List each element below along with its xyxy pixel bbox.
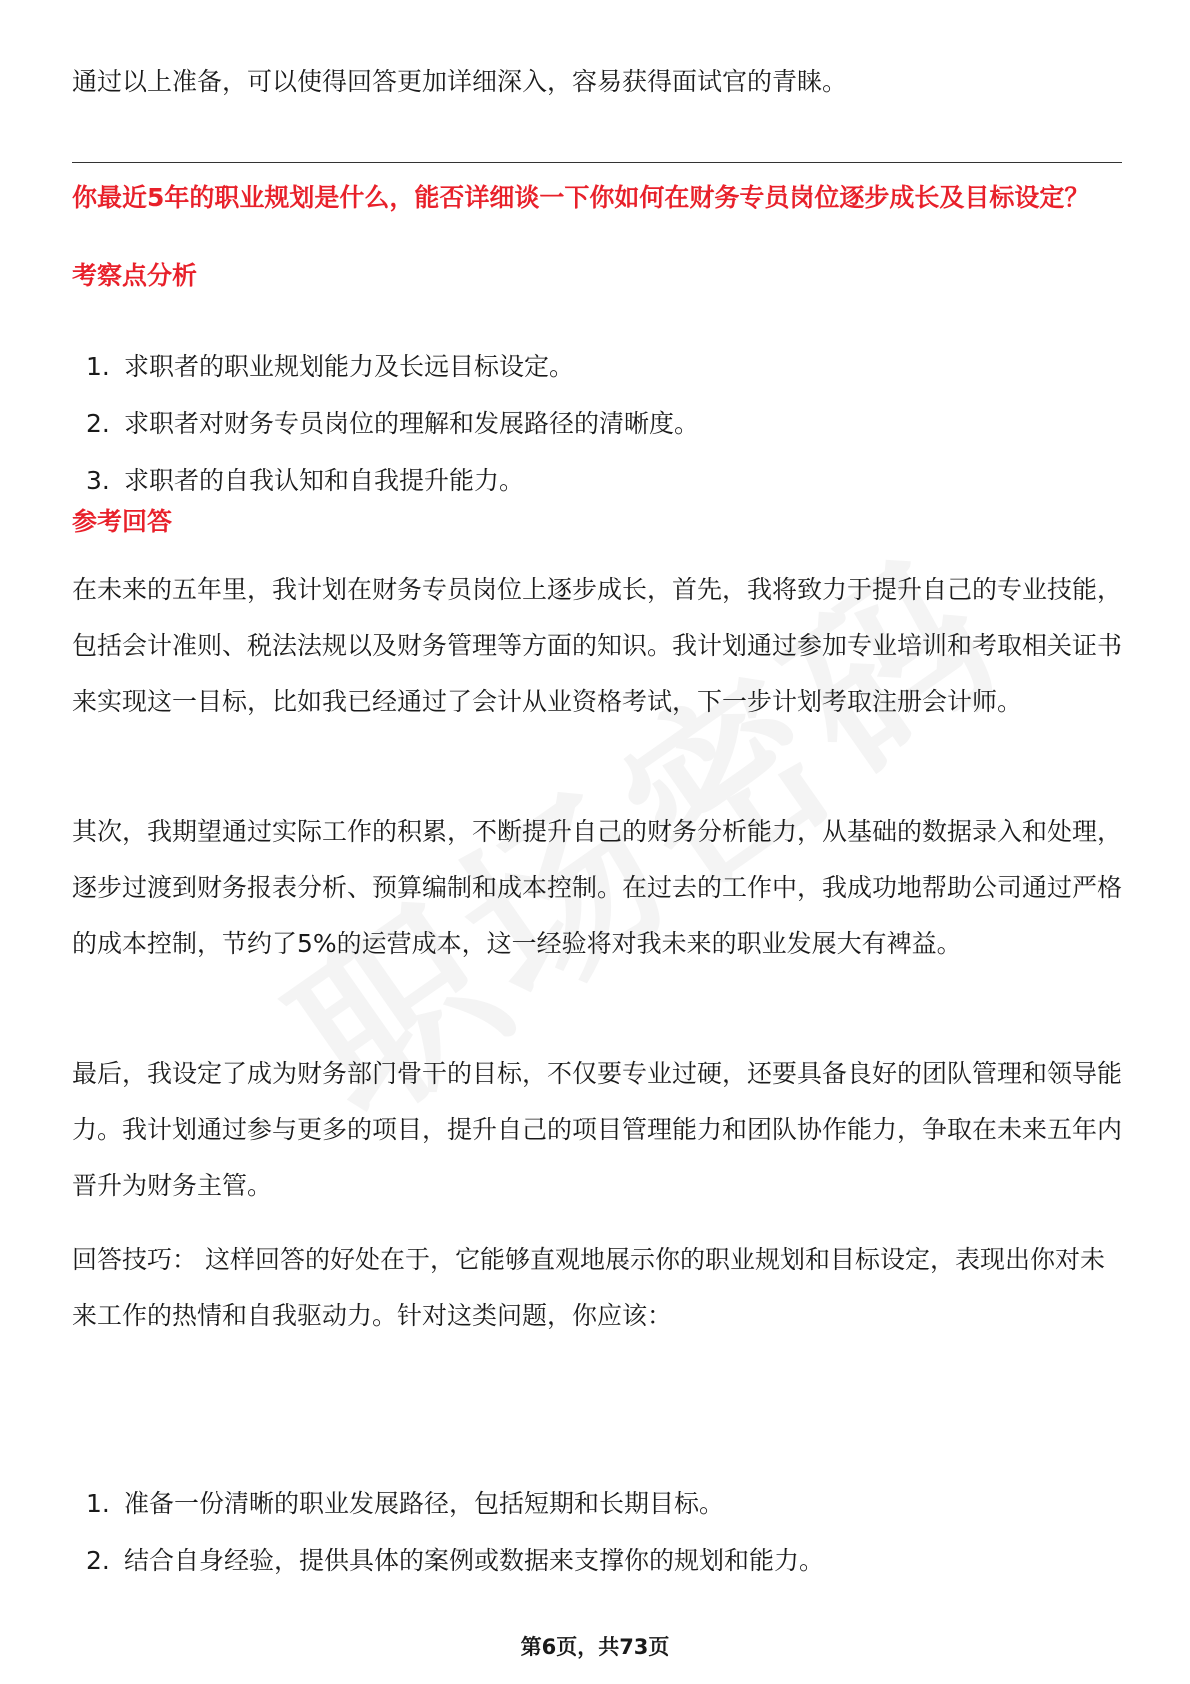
- list-item: [72, 349, 699, 385]
- page-footer: 第6页，共73页: [520, 1635, 670, 1659]
- list-text: 求职者的自我认知和自我提升能力。: [124, 466, 525, 495]
- list-text: 准备一份清晰的职业发展路径，包括短期和长期目标。: [124, 1489, 725, 1518]
- tips-intro: 回答技巧： 这样回答的好处在于，它能够直观地展示你的职业规划和目标设定，表现出你对未来工作的热情和自我驱动力。针对这类问题，你应该：: [72, 1245, 1105, 1330]
- list-item: [72, 406, 699, 442]
- analysis-heading: 考察点分析: [72, 261, 198, 290]
- question-title: 你最近5年的职业规划是什么，能否详细谈一下你如何在财务专员岗位逐步成长及目标设定？: [72, 183, 1090, 212]
- section-divider: [72, 162, 1122, 163]
- analysis-list: [72, 349, 699, 520]
- list-item: [72, 463, 699, 499]
- list-text: 结合自身经验，提供具体的案例或数据来支撑你的规划和能力。: [124, 1546, 825, 1575]
- answer-paragraph-1: 在未来的五年里，我计划在财务专员岗位上逐步成长，首先，我将致力于提升自己的专业技能，包括会计准则、税法法规以及财务管理等方面的知识。我计划通过参加专业培训和考取相关证书来实现这一目标，比如我已经通过了会计从业资格考试，下一步计划考取注册会计师。: [72, 575, 1123, 716]
- answer-paragraph-2: 其次，我期望通过实际工作的积累，不断提升自己的财务分析能力，从基础的数据录入和处理，逐步过渡到财务报表分析、预算编制和成本控制。在过去的工作中，我成功地帮助公司通过严格的成本控制，节约了5%的运营成本，这一经验将对我未来的职业发展大有裨益。: [72, 817, 1123, 958]
- list-number: 2.: [86, 1546, 110, 1575]
- intro-text: 通过以上准备，可以使得回答更加详细深入，容易获得面试官的青睐。: [72, 67, 848, 96]
- list-number: 3.: [86, 466, 110, 495]
- list-item: [72, 1543, 824, 1579]
- list-number: 1.: [86, 1489, 110, 1518]
- list-text: 求职者对财务专员岗位的理解和发展路径的清晰度。: [124, 409, 700, 438]
- answer-paragraph-3: 最后，我设定了成为财务部门骨干的目标，不仅要专业过硬，还要具备良好的团队管理和领导能力。我计划通过参与更多的项目，提升自己的项目管理能力和团队协作能力，争取在未来五年内晋升为财务主管。: [72, 1059, 1123, 1200]
- answer-heading: 参考回答: [72, 507, 173, 536]
- list-number: 1.: [86, 352, 110, 381]
- tips-list: [72, 1486, 824, 1600]
- list-item: [72, 1486, 824, 1522]
- list-number: 2.: [86, 409, 110, 438]
- list-text: 求职者的职业规划能力及长远目标设定。: [124, 352, 575, 381]
